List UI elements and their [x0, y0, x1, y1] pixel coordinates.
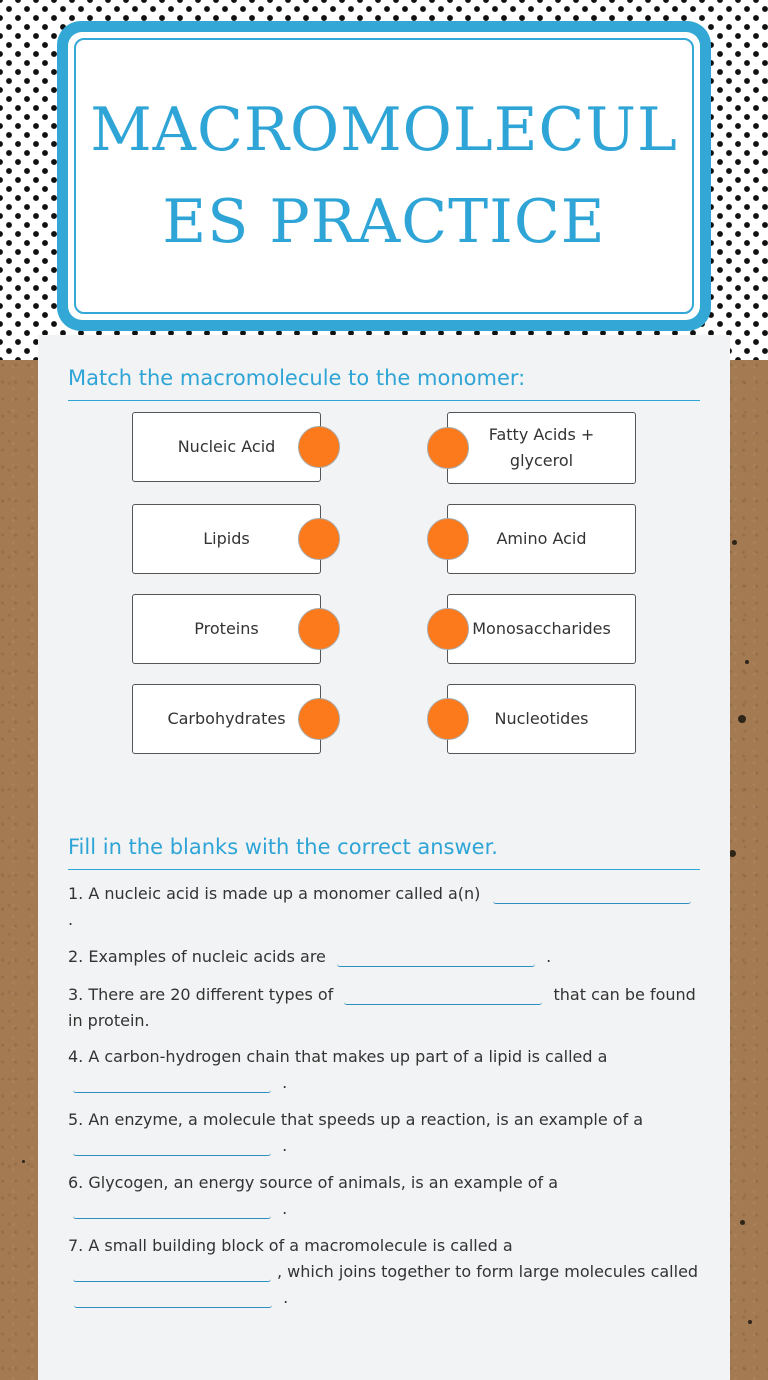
question-2: 2. Examples of nucleic acids are . [68, 947, 552, 966]
match-left-item: Proteins [132, 594, 321, 664]
page-title: MACROMOLECULES PRACTICE [90, 95, 678, 257]
question-3: 3. There are 20 different types of that can be found in protein. [68, 985, 696, 1030]
match-left-item: Carbohydrates [132, 684, 321, 754]
match-left-connector[interactable] [298, 698, 340, 740]
answer-blank-5[interactable] [73, 1137, 271, 1156]
answer-blank-1[interactable] [493, 885, 691, 904]
answer-blank-6[interactable] [73, 1200, 271, 1219]
title-banner [57, 21, 711, 331]
match-right-connector[interactable] [427, 518, 469, 560]
question-6: 6. Glycogen, an energy source of animals, is an example of a . [68, 1173, 559, 1218]
match-right-item: Fatty Acids + glycerol [447, 412, 636, 484]
match-right-connector[interactable] [427, 427, 469, 469]
answer-blank-7b[interactable] [74, 1289, 272, 1308]
answer-blank-2[interactable] [337, 948, 535, 967]
answer-blank-7a[interactable] [73, 1263, 271, 1282]
question-5: 5. An enzyme, a molecule that speeds up a reaction, is an example of a . [68, 1110, 644, 1155]
fill-heading: Fill in the blanks with the correct answer. [68, 835, 700, 870]
match-left-item: Nucleic Acid [132, 412, 321, 482]
match-left-connector[interactable] [298, 426, 340, 468]
match-right-connector[interactable] [427, 698, 469, 740]
question-1: 1. A nucleic acid is made up a monomer called a(n) . [68, 881, 700, 933]
match-right-item: Amino Acid [447, 504, 636, 574]
answer-blank-4[interactable] [73, 1074, 271, 1093]
match-right-item: Nucleotides [447, 684, 636, 754]
match-left-item: Lipids [132, 504, 321, 574]
match-right-connector[interactable] [427, 608, 469, 650]
match-right-item: Monosaccharides [447, 594, 636, 664]
match-left-connector[interactable] [298, 518, 340, 560]
match-heading: Match the macromolecule to the monomer: [68, 366, 700, 401]
question-7: 7. A small building block of a macromolecule is called a , which joins together to form large molecules called . [68, 1236, 699, 1307]
match-left-connector[interactable] [298, 608, 340, 650]
answer-blank-3[interactable] [344, 986, 542, 1005]
question-4: 4. A carbon-hydrogen chain that makes up part of a lipid is called a . [68, 1047, 608, 1092]
